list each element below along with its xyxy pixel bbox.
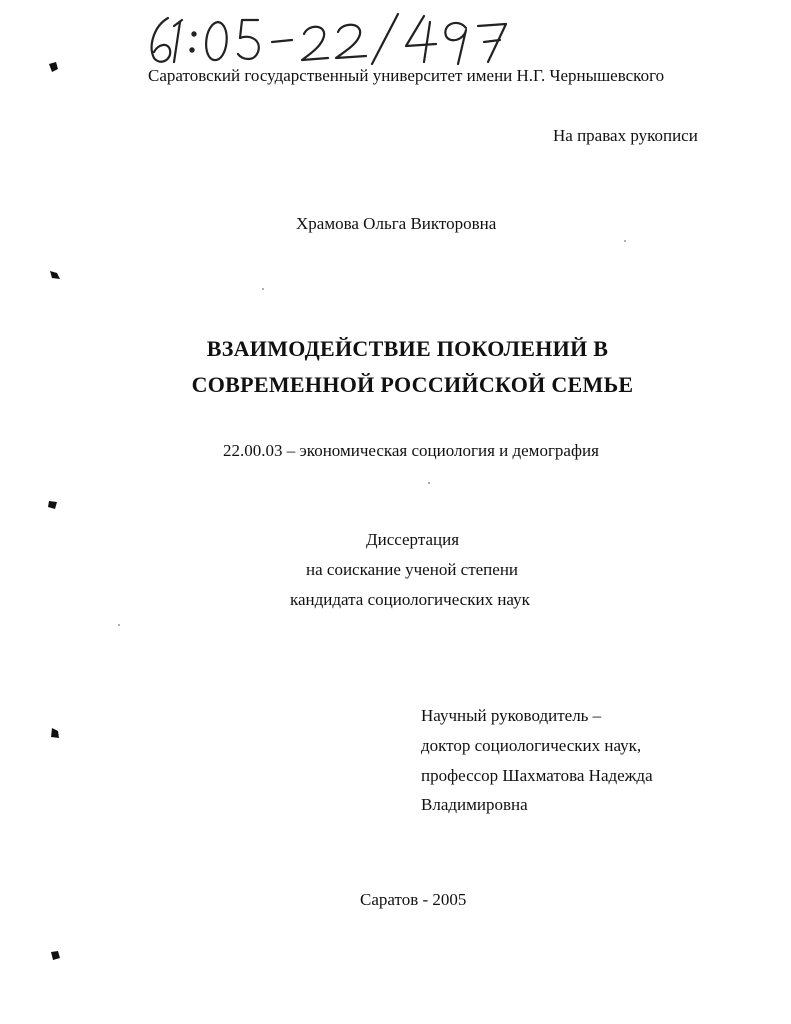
supervisor-line-2: доктор социологических наук, [421,736,642,755]
handwritten-archive-number [140,8,520,66]
degree-line-1: Диссертация [366,530,460,549]
rights-notice: На правах рукописи [553,126,698,145]
scan-speck [428,482,430,484]
degree-line-3: кандидата социологических наук [290,590,530,609]
city-year: Саратов - 2005 [360,890,467,909]
scan-speck [624,240,626,242]
degree-line-2: на соискание ученой степени [306,560,519,579]
punch-mark-2 [48,268,62,282]
scan-speck [262,288,264,290]
punch-mark-5 [48,948,62,962]
dissertation-title-line-1: ВЗАИМОДЕЙСТВИЕ ПОКОЛЕНИЙ В [206,336,609,361]
author-name: Храмова Ольга Викторовна [296,214,497,233]
supervisor-line-4: Владимировна [421,795,528,814]
supervisor-line-1: Научный руководитель – [421,706,602,725]
punch-mark-4 [48,726,62,740]
specialty-code: 22.00.03 – экономическая социология и демография [223,441,599,460]
supervisor-line-3: профессор Шахматова Надежда [421,766,653,785]
punch-mark-1 [46,60,60,74]
scan-speck [118,624,120,626]
university-name: Саратовский государственный университет имени Н.Г. Чернышевского [148,66,665,85]
punch-mark-3 [46,498,60,512]
dissertation-title-line-2: СОВРЕМЕННОЙ РОССИЙСКОЙ СЕМЬЕ [191,372,634,397]
